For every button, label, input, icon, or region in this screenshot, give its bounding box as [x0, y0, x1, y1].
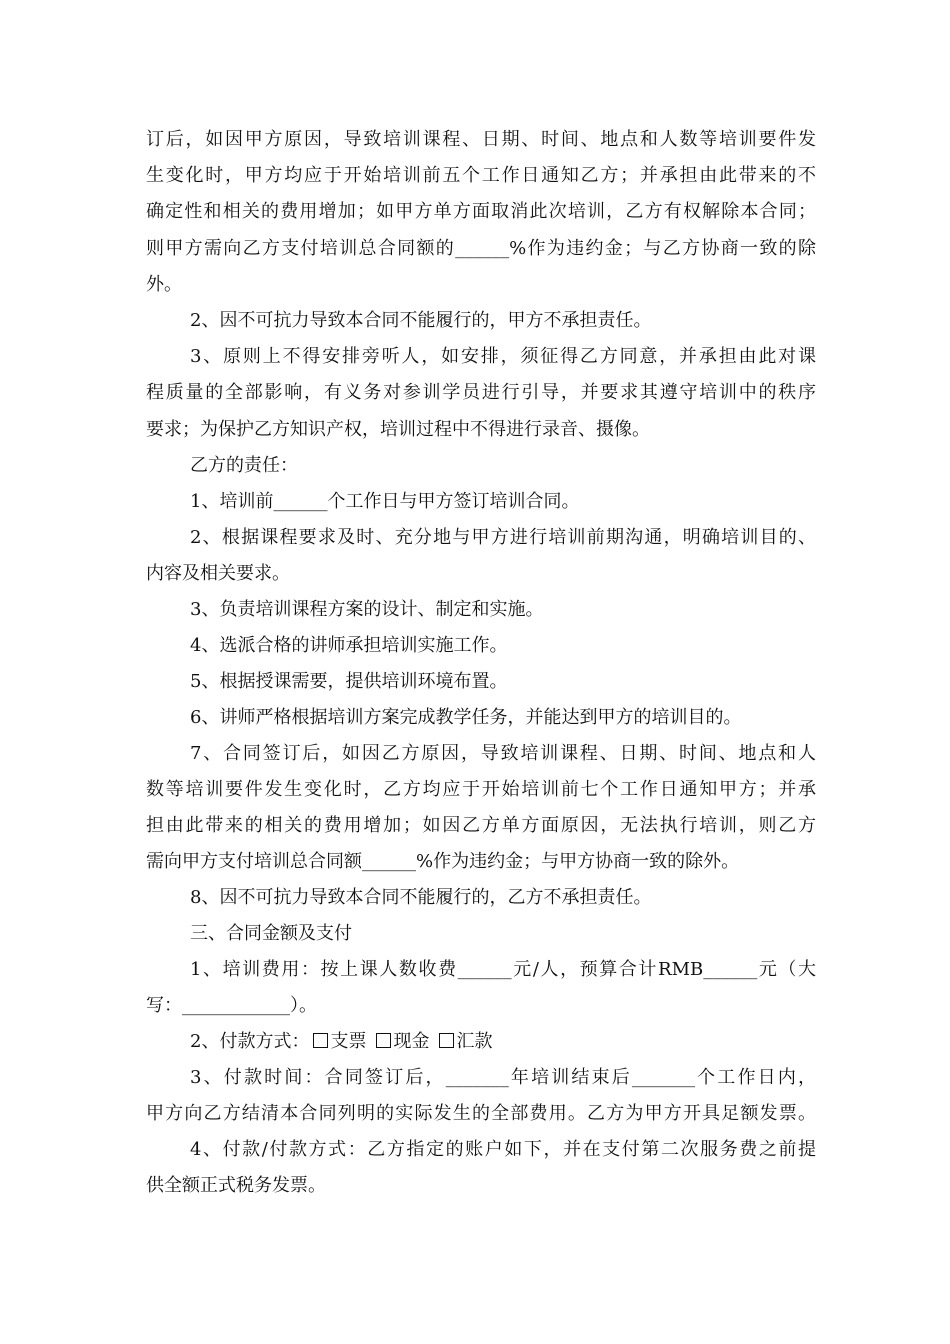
- paragraph-line: 3、负责培训课程方案的设计、制定和实施。: [190, 599, 544, 620]
- paragraph-line: 1、培训费用：按上课人数收费______元/人，预算合计RMB______元（大: [190, 959, 816, 980]
- paragraph-line: 则甲方需向乙方支付培训总合同额的______%作为违约金；与乙方协商一致的除: [146, 238, 816, 259]
- paragraph-line: 4、选派合格的讲师承担培训实施工作。: [190, 635, 508, 656]
- section-heading: 三、合同金额及支付: [190, 923, 352, 944]
- paragraph-line: 6、讲师严格根据培训方案完成教学任务，并能达到甲方的培训目的。: [190, 707, 742, 728]
- option-cash-label: 现金: [393, 1031, 430, 1052]
- paragraph-line: 3、付款时间：合同签订后，_______年培训结束后_______个工作日内，: [190, 1067, 816, 1088]
- option-remittance-label: 汇款: [456, 1031, 493, 1052]
- payment-method-line: [190, 1024, 816, 1060]
- option-cheque-label: 支票: [330, 1031, 367, 1052]
- paragraph-line: 内容及相关要求。: [146, 563, 290, 584]
- checkbox-remittance[interactable]: [439, 1033, 454, 1048]
- paragraph-line: 2、因不可抗力导致本合同不能履行的，甲方不承担责任。: [190, 310, 652, 331]
- paragraph-line: 5、根据授课需要，提供培训环境布置。: [190, 671, 508, 692]
- paragraph-line: 供全额正式税务发票。: [146, 1175, 326, 1196]
- section-heading: 乙方的责任：: [190, 455, 298, 476]
- paragraph-line: 需向甲方支付培训总合同额______%作为违约金；与甲方协商一致的除外。: [146, 851, 740, 872]
- paragraph-line: 程质量的全部影响，有义务对参训学员进行引导，并要求其遵守培训中的秩序: [146, 382, 816, 403]
- paragraph-line: 8、因不可抗力导致本合同不能履行的，乙方不承担责任。: [190, 887, 652, 908]
- paragraph-line: 甲方向乙方结清本合同列明的实际发生的全部费用。乙方为甲方开具足额发票。: [146, 1103, 816, 1124]
- paragraph-line: 生变化时，甲方均应于开始培训前五个工作日通知乙方；并承担由此带来的不: [146, 165, 816, 186]
- paragraph-line: 3、原则上不得安排旁听人，如安排，须征得乙方同意，并承担由此对课: [190, 346, 816, 367]
- paragraph-line: 2、根据课程要求及时、充分地与甲方进行培训前期沟通，明确培训目的、: [190, 527, 816, 548]
- paragraph-line: 7、合同签订后，如因乙方原因，导致培训课程、日期、时间、地点和人: [190, 743, 816, 764]
- paragraph-line: 担由此带来的相关的费用增加；如因乙方单方面原因，无法执行培训，则乙方: [146, 815, 816, 836]
- paragraph-line: 外。: [146, 274, 182, 295]
- paragraph-line: 要求；为保护乙方知识产权，培训过程中不得进行录音、摄像。: [146, 419, 650, 440]
- checkbox-cash[interactable]: [376, 1033, 391, 1048]
- paragraph-line: 数等培训要件发生变化时，乙方均应于开始培训前七个工作日通知甲方；并承: [146, 779, 816, 800]
- payment-method-label: 2、付款方式：: [190, 1031, 310, 1052]
- paragraph-line: 1、培训前______个工作日与甲方签订培训合同。: [190, 491, 580, 512]
- checkbox-cheque[interactable]: [313, 1033, 328, 1048]
- paragraph-line: 订后，如因甲方原因，导致培训课程、日期、时间、地点和人数等培训要件发: [146, 129, 816, 150]
- paragraph-line: 确定性和相关的费用增加；如甲方单方面取消此次培训，乙方有权解除本合同；: [146, 201, 816, 222]
- paragraph-line: 4、付款/付款方式：乙方指定的账户如下，并在支付第二次服务费之前提: [190, 1139, 816, 1160]
- paragraph-line: 写：____________）。: [146, 995, 317, 1016]
